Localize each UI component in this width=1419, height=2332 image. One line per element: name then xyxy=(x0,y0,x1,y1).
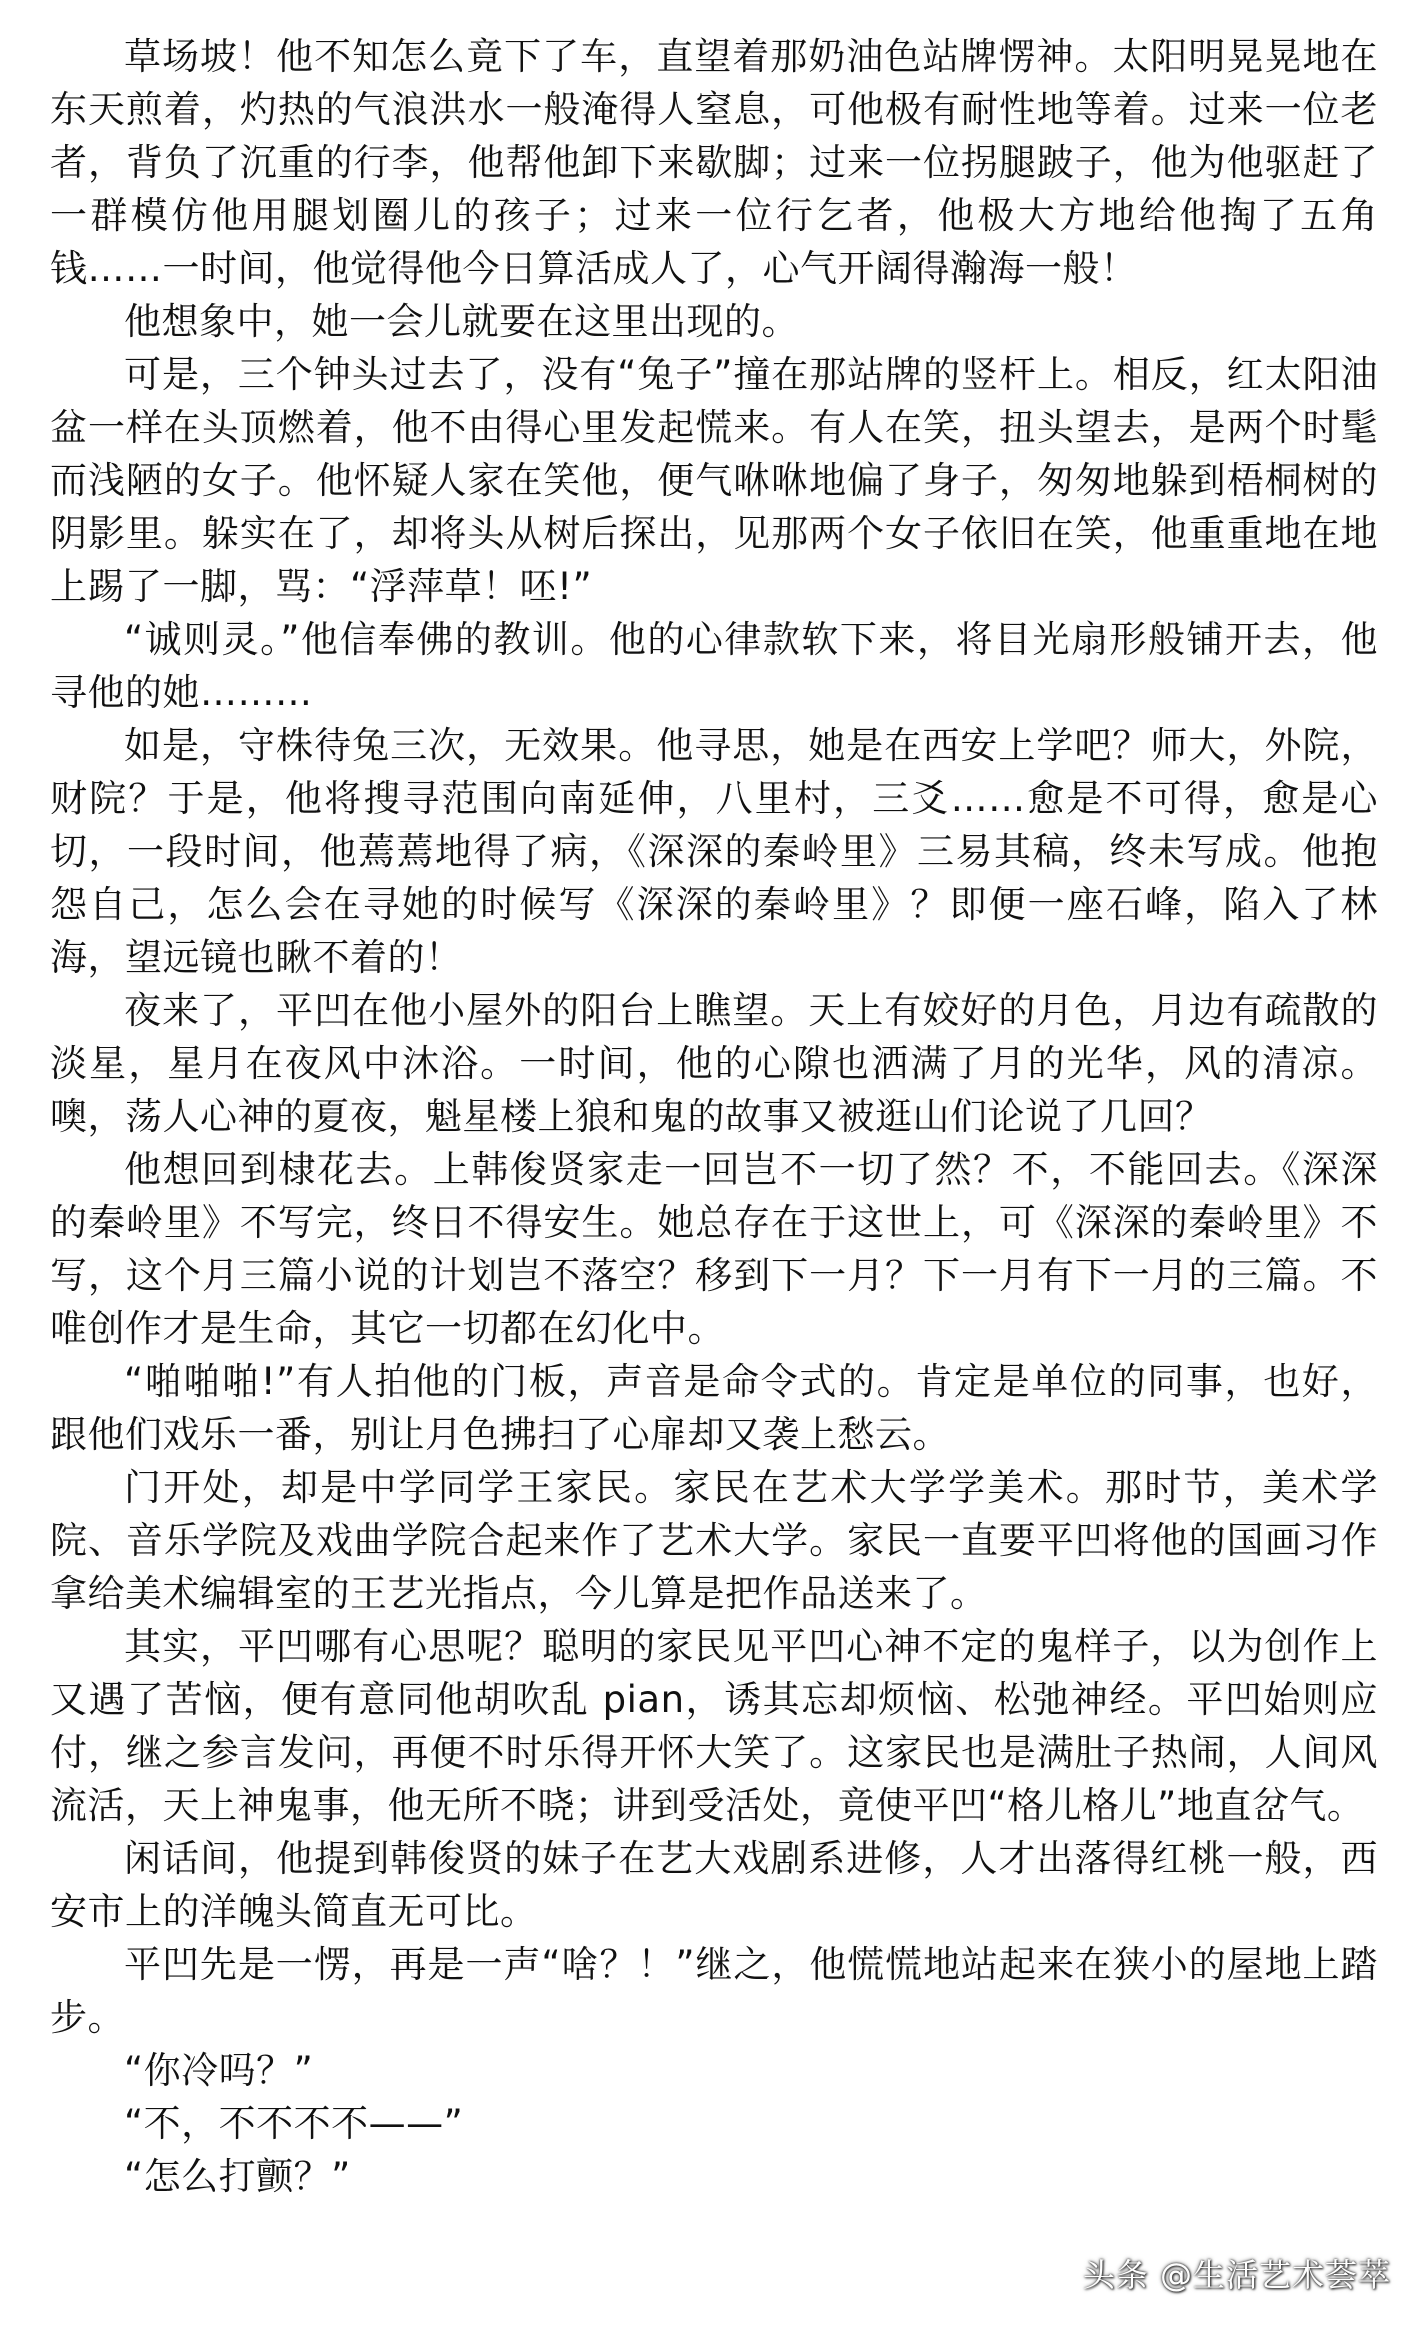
paragraph: 夜来了，平凹在他小屋外的阳台上瞧望。天上有姣好的月色，月边有疏散的淡星，星月在夜风中沐浴。一时间，他的心隙也洒满了月的光华，风的清凉。噢，荡人心神的夏夜，魁星楼上狼和鬼的故事又被逛山们论说了几回？ xyxy=(50,989,1378,1138)
paragraph: 可是，三个钟头过去了，没有“兔子”撞在那站牌的竖杆上。相反，红太阳油盆一样在头顶燃着，他不由得心里发起慌来。有人在笑，扭头望去，是两个时髦而浅陋的女子。他怀疑人家在笑他，便气咻咻地偏了身子，匆匆地躲到梧桐树的阴影里。躲实在了，却将头从树后探出，见那两个女子依旧在笑，他重重地在地上踢了一脚，骂：“浮萍草！呸!” xyxy=(50,353,1378,608)
article-body xyxy=(50,30,1378,2203)
paragraph: “不，不不不不——” xyxy=(124,2102,464,2145)
paragraph: “怎么打颤？” xyxy=(124,2155,351,2198)
paragraph: “诚则灵。”他信奉佛的教训。他的心律款软下来，将目光扇形般铺开去，他寻他的她……… xyxy=(50,618,1378,714)
paragraph: 平凹先是一愣，再是一声“啥？！”继之，他慌慌地站起来在狭小的屋地上踏步。 xyxy=(50,1943,1378,2039)
paragraph: “你冷吗？” xyxy=(124,2049,314,2092)
paragraph: 草场坡！他不知怎么竟下了车，直望着那奶油色站牌愣神。太阳明晃晃地在东天煎着，灼热的气浪洪水一般淹得人窒息，可他极有耐性地等着。过来一位老者，背负了沉重的行李，他帮他卸下来歇脚；过来一位拐腿跛子，他为他驱赶了一群模仿他用腿划圈儿的孩子；过来一位行乞者，他极大方地给他掏了五角钱……一时间，他觉得他今日算活成人了，心气开阔得瀚海一般！ xyxy=(50,35,1378,290)
paragraph: 其实，平凹哪有心思呢？聪明的家民见平凹心神不定的鬼样子，以为创作上又遇了苦恼，便有意同他胡吹乱 pian，诱其忘却烦恼、松弛神经。平凹始则应付，继之参言发问，再便不时乐得开怀大笑了。这家民也是满肚子热闹，人间风流活，天上神鬼事，他无所不晓；讲到受活处，竟使平凹“格儿格儿”地直岔气。 xyxy=(50,1625,1378,1827)
paragraph: 如是，守株待兔三次，无效果。他寻思，她是在西安上学吧？师大，外院，财院？于是，他将搜寻范围向南延伸，八里村，三爻……愈是不可得，愈是心切，一段时间，他蔫蔫地得了病，《深深的秦岭里》三易其稿，终未写成。他抱怨自己，怎么会在寻她的时候写《深深的秦岭里》？即便一座石峰，陷入了林海，望远镜也瞅不着的！ xyxy=(50,724,1378,979)
paragraph: 他想回到棣花去。上韩俊贤家走一回岂不一切了然？不，不能回去。《深深的秦岭里》不写完，终日不得安生。她总存在于这世上，可《深深的秦岭里》不写，这个月三篇小说的计划岂不落空？移到下一月？下一月有下一月的三篇。不唯创作才是生命，其它一切都在幻化中。 xyxy=(50,1148,1378,1350)
paragraph: 闲话间，他提到韩俊贤的妹子在艺大戏剧系进修，人才出落得红桃一般，西安市上的洋魄头简直无可比。 xyxy=(50,1837,1378,1933)
paragraph: “啪啪啪!”有人拍他的门板，声音是命令式的。肯定是单位的同事，也好，跟他们戏乐一番，别让月色拂扫了心扉却又袭上愁云。 xyxy=(50,1360,1378,1456)
source-watermark: 头条 @生活艺术荟萃 xyxy=(1082,2256,1391,2294)
paragraph: 他想象中，她一会儿就要在这里出现的。 xyxy=(124,300,799,343)
paragraph: 门开处，却是中学同学王家民。家民在艺术大学学美术。那时节，美术学院、音乐学院及戏曲学院合起来作了艺术大学。家民一直要平凹将他的国画习作拿给美术编辑室的王艺光指点，今儿算是把作品送来了。 xyxy=(50,1466,1378,1615)
